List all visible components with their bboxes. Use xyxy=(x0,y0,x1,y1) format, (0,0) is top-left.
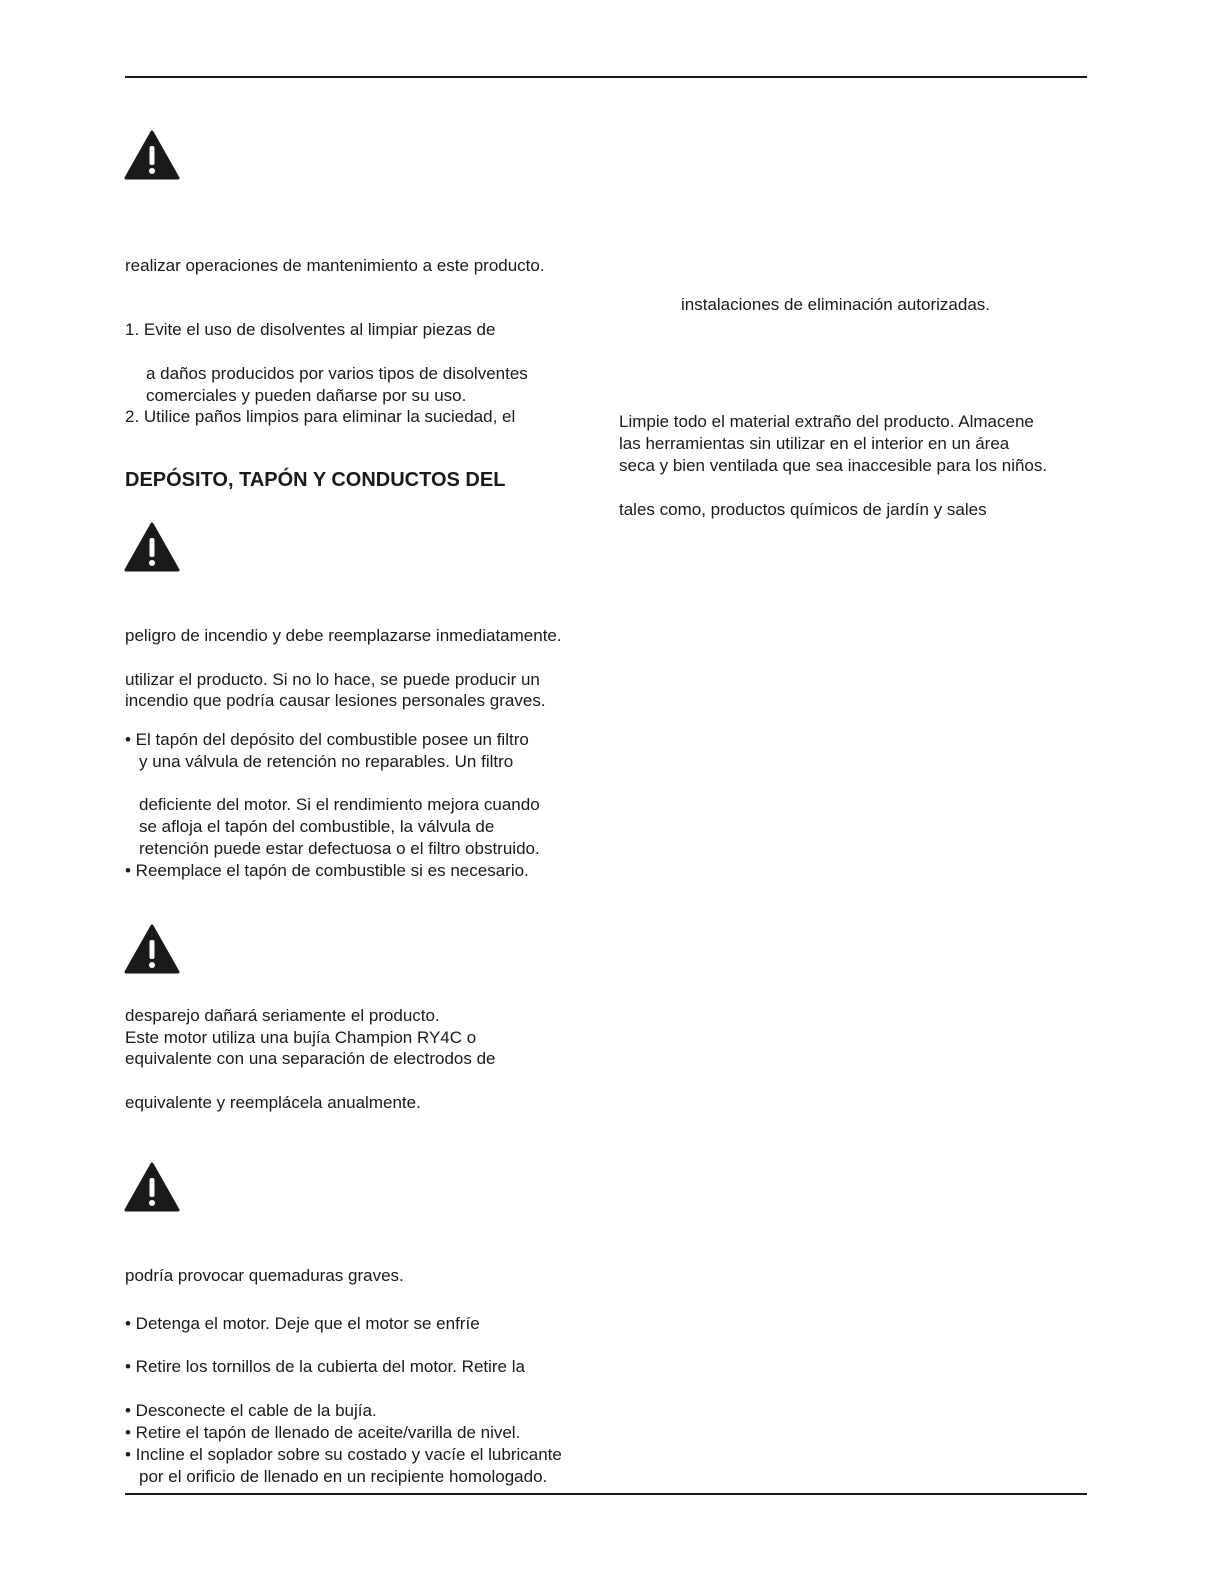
spark-line1: desparejo dañará seriamente el producto. xyxy=(125,1006,440,1025)
oil-bullet3: • Desconecte el cable de la bujía. xyxy=(125,1401,377,1420)
storage-line1: Limpie todo el material extraño del producto. Almacene xyxy=(619,412,1034,431)
storage-line3: seca y bien ventilada que sea inaccesible para los niños. xyxy=(619,456,1048,475)
section-heading: DEPÓSITO, TAPÓN Y CONDUCTOS DEL xyxy=(125,469,506,491)
list-item-1-line1: 1. Evite el uso de disolventes al limpiar piezas de xyxy=(125,320,496,339)
bullet1-line5: retención puede estar defectuosa o el filtro obstruido. xyxy=(139,839,540,858)
spark-line2: Este motor utiliza una bujía Champion RY4C o xyxy=(125,1028,477,1047)
oil-bullet5-line1: • Incline el soplador sobre su costado y vacíe el lubricante xyxy=(125,1445,562,1464)
oil-bullet5-line2: por el orificio de llenado en un recipiente homologado. xyxy=(139,1467,548,1486)
oil-bullet1: • Detenga el motor. Deje que el motor se enfríe xyxy=(125,1314,480,1333)
fuel-line2: utilizar el producto. Si no lo hace, se puede producir un xyxy=(125,670,540,689)
fuel-line3: incendio que podría causar lesiones personales graves. xyxy=(125,691,546,710)
fuel-line1: peligro de incendio y debe reemplazarse inmediatamente. xyxy=(125,626,562,645)
list-item-1-line2: a daños producidos por varios tipos de disolventes xyxy=(146,364,528,383)
warning-triangle-icon xyxy=(124,1162,180,1212)
oil-bullet2: • Retire los tornillos de la cubierta del motor. Retire la xyxy=(125,1357,525,1376)
bullet1-line2: y una válvula de retención no reparables. Un filtro xyxy=(139,752,514,771)
list-item-2-line1: 2. Utilice paños limpios para eliminar la suciedad, el xyxy=(125,407,516,426)
spark-line3: equivalente con una separación de electrodos de xyxy=(125,1049,496,1068)
oil-line1: podría provocar quemaduras graves. xyxy=(125,1266,404,1285)
storage-line2: las herramientas sin utilizar en el interior en un área xyxy=(619,434,1010,453)
warning-triangle-icon xyxy=(124,924,180,974)
bullet2-line1: • Reemplace el tapón de combustible si es necesario. xyxy=(125,861,529,880)
spark-line4: equivalente y reemplácela anualmente. xyxy=(125,1093,421,1112)
top-rule xyxy=(125,76,1087,78)
bottom-rule xyxy=(125,1493,1087,1495)
warning-triangle-icon xyxy=(124,130,180,180)
storage-line4: tales como, productos químicos de jardín y sales xyxy=(619,500,987,519)
warning-triangle-icon xyxy=(124,522,180,572)
oil-bullet4: • Retire el tapón de llenado de aceite/varilla de nivel. xyxy=(125,1423,521,1442)
intro-line: realizar operaciones de mantenimiento a este producto. xyxy=(125,256,545,275)
list-item-1-line3: comerciales y pueden dañarse por su uso. xyxy=(146,386,467,405)
bullet1-line4: se afloja el tapón del combustible, la válvula de xyxy=(139,817,495,836)
disposal-line: instalaciones de eliminación autorizadas. xyxy=(681,295,991,314)
bullet1-line3: deficiente del motor. Si el rendimiento mejora cuando xyxy=(139,795,540,814)
bullet1-line1: • El tapón del depósito del combustible posee un filtro xyxy=(125,730,529,749)
